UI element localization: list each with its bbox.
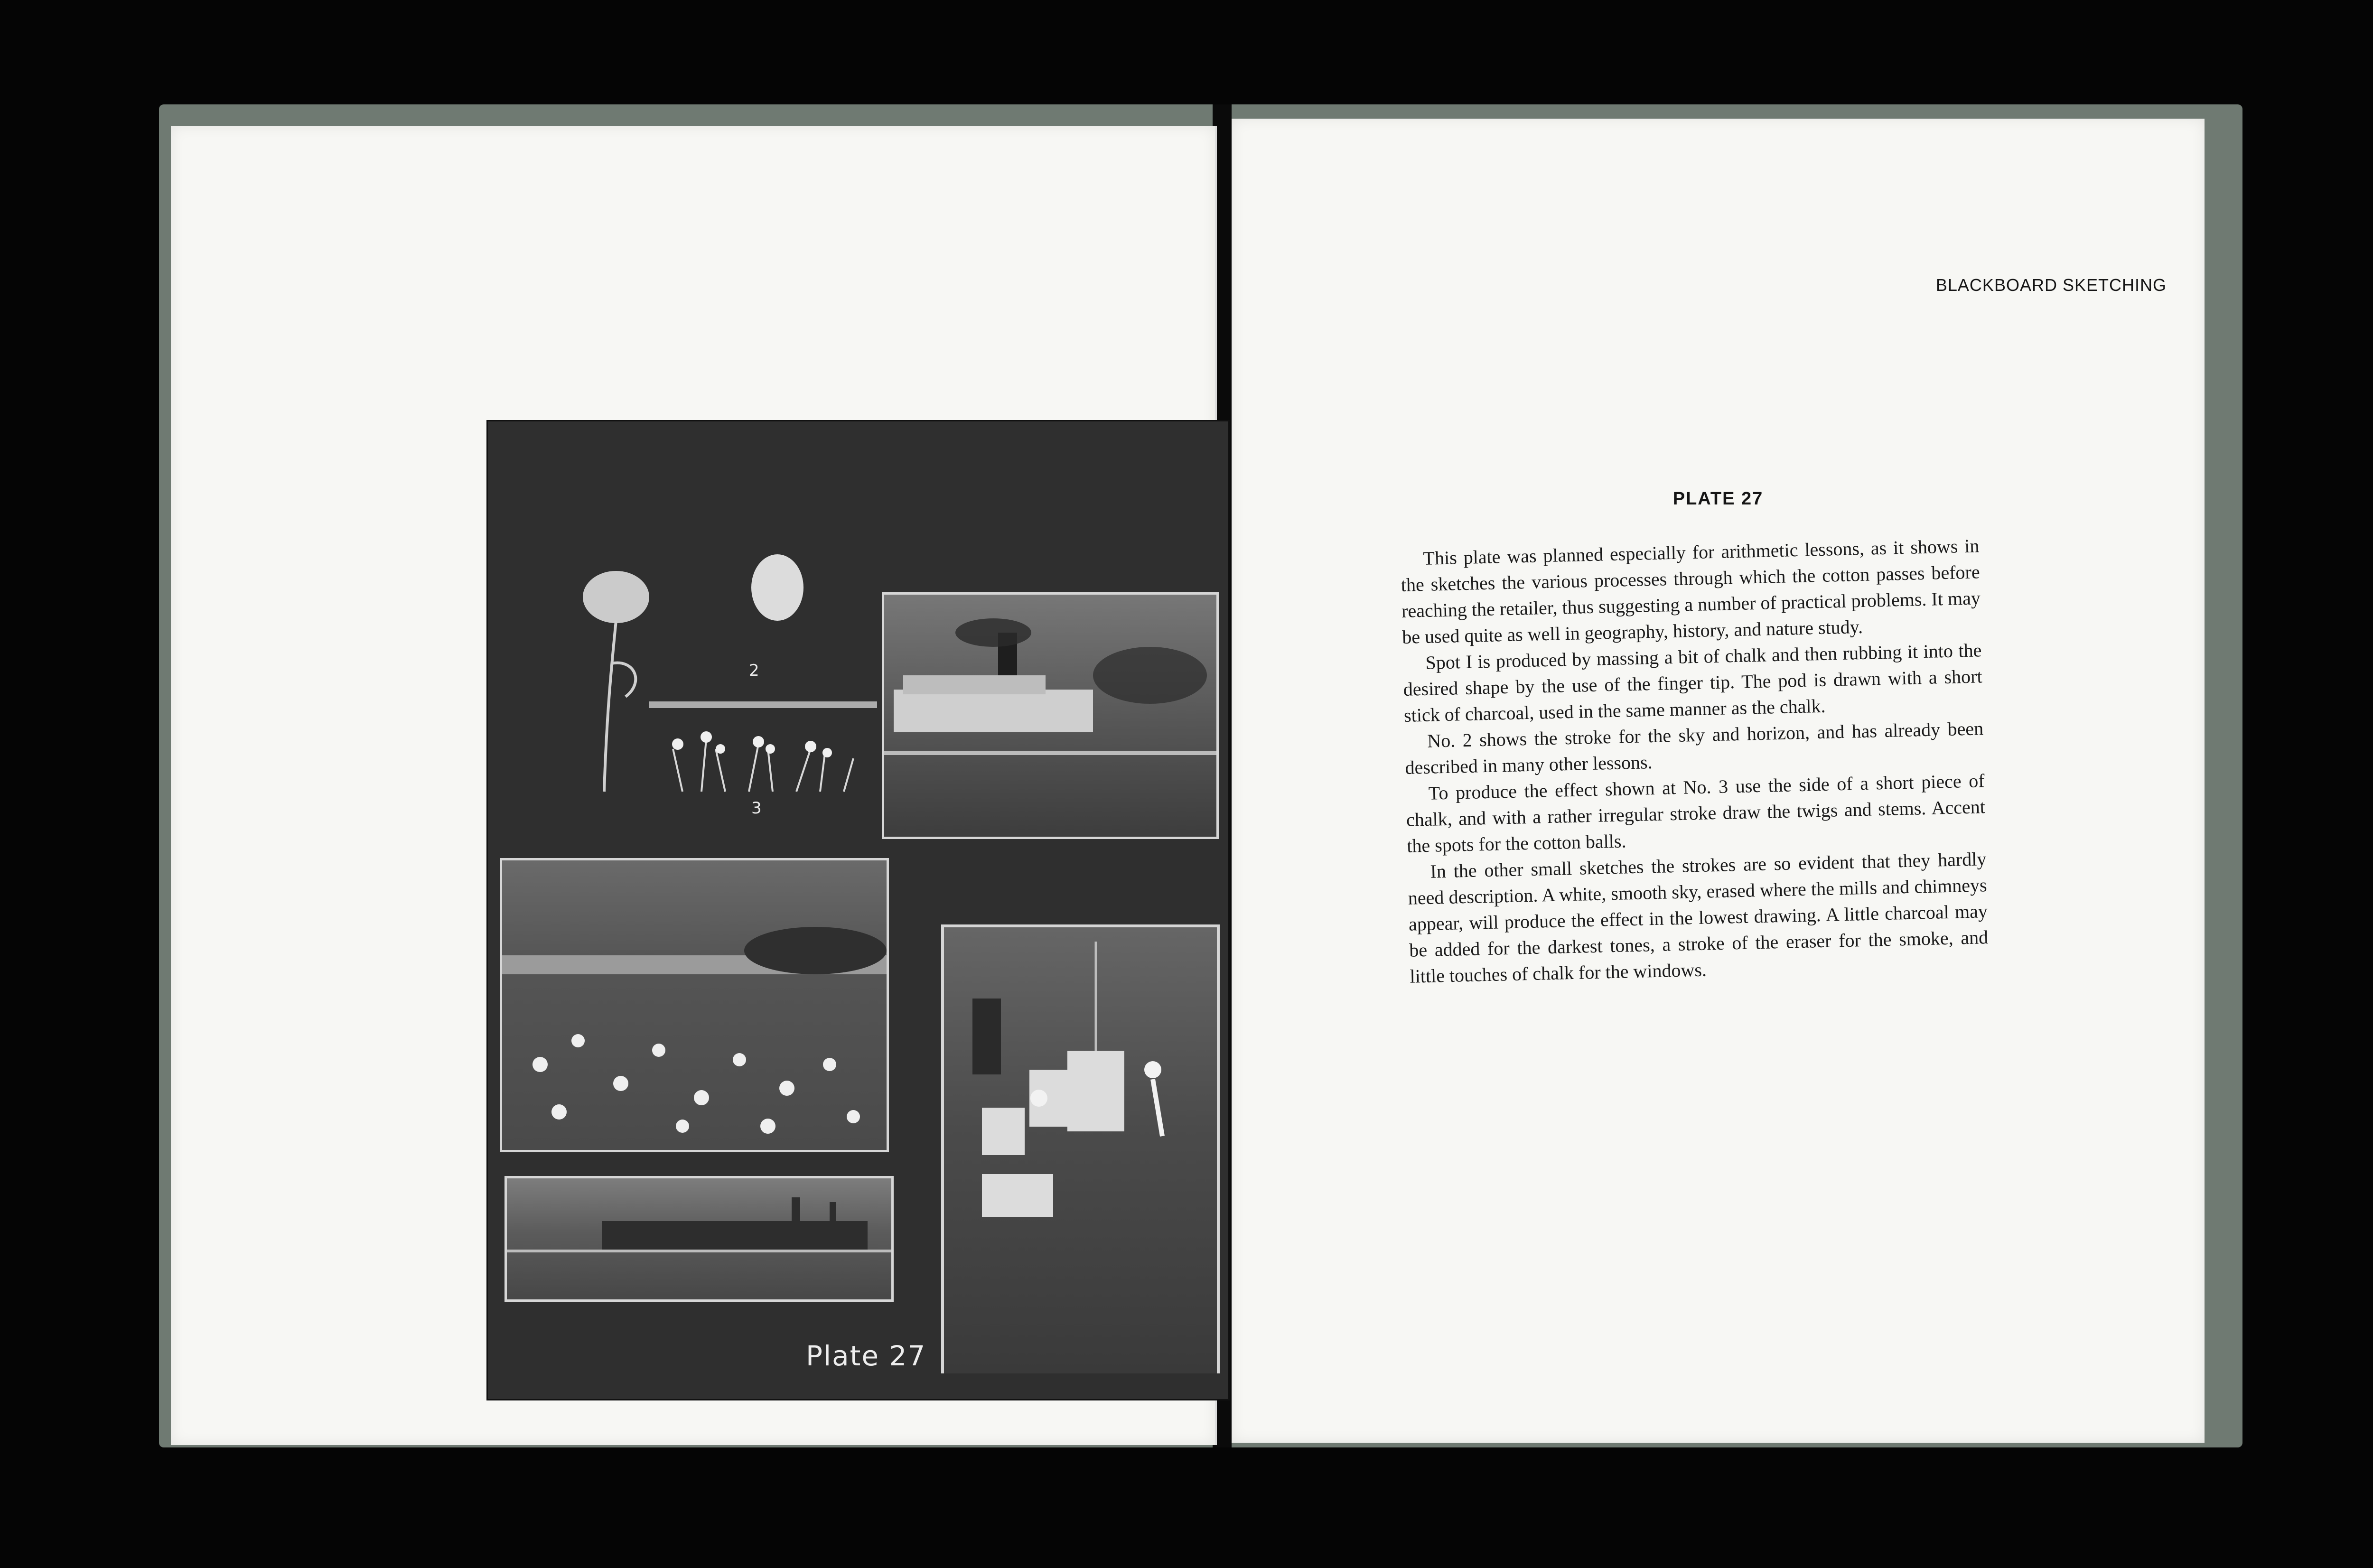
running-head: BLACKBOARD SKETCHING — [1935, 275, 2167, 295]
cotton-field-sketch — [500, 858, 889, 1152]
left-page — [171, 126, 1217, 1445]
body-text — [1400, 532, 1989, 989]
right-page — [1232, 119, 2205, 1443]
plate-illustration — [486, 420, 1230, 1400]
paragraph-2: Spot I is produced by massing a bit of chalk and then rubbing it into the desired shape by the use of the finger tip. The pod is drawn with a short stick of charcoal, used in the same manner as the chalk. — [1403, 639, 1983, 726]
sketch-number-2: 2 — [749, 661, 759, 680]
paragraph-4: To produce the effect shown at No. 3 use the side of a short piece of chalk, and with a rather irregular stroke draw the twigs and stems. Accent the spots for the cotton balls. — [1406, 770, 1986, 857]
plate-title: PLATE 27 — [1672, 489, 1764, 509]
cotton-mill-sketch — [504, 1176, 894, 1302]
cotton-field-drawing — [502, 860, 887, 1150]
cotton-mill-drawing — [507, 1178, 891, 1299]
cotton-dock-sketch — [941, 924, 1220, 1373]
plate-caption: Plate 27 — [806, 1340, 926, 1372]
steamboat-sketch — [882, 592, 1219, 839]
cotton-dock-drawing — [944, 927, 1217, 1373]
paragraph-3: No. 2 shows the stroke for the sky and horizon, and has already been described in many other lessons. — [1405, 718, 1984, 778]
paragraph-5: In the other small sketches the strokes are so evident that they hardly need description. A white, smooth sky, erased where the mills and chimneys appear, will produce the effect in the lowest drawing. A little charcoal may be added for the darkest tones, a stroke of the eraser for the smoke, and little touches of chalk for the windows. — [1408, 848, 1989, 987]
cotton-plant-sketch — [559, 526, 882, 811]
cotton-plant-drawing — [559, 526, 882, 811]
steamboat-drawing — [884, 595, 1216, 837]
sketch-number-3: 3 — [751, 799, 762, 818]
paragraph-1: This plate was planned especially for arithmetic lessons, as it shows in the sketches the various processes through which the cotton passes before reaching the retailer, thus suggesting a number of practical problems. It may be used quite as well in geography, history, and nature study. — [1401, 535, 1981, 648]
